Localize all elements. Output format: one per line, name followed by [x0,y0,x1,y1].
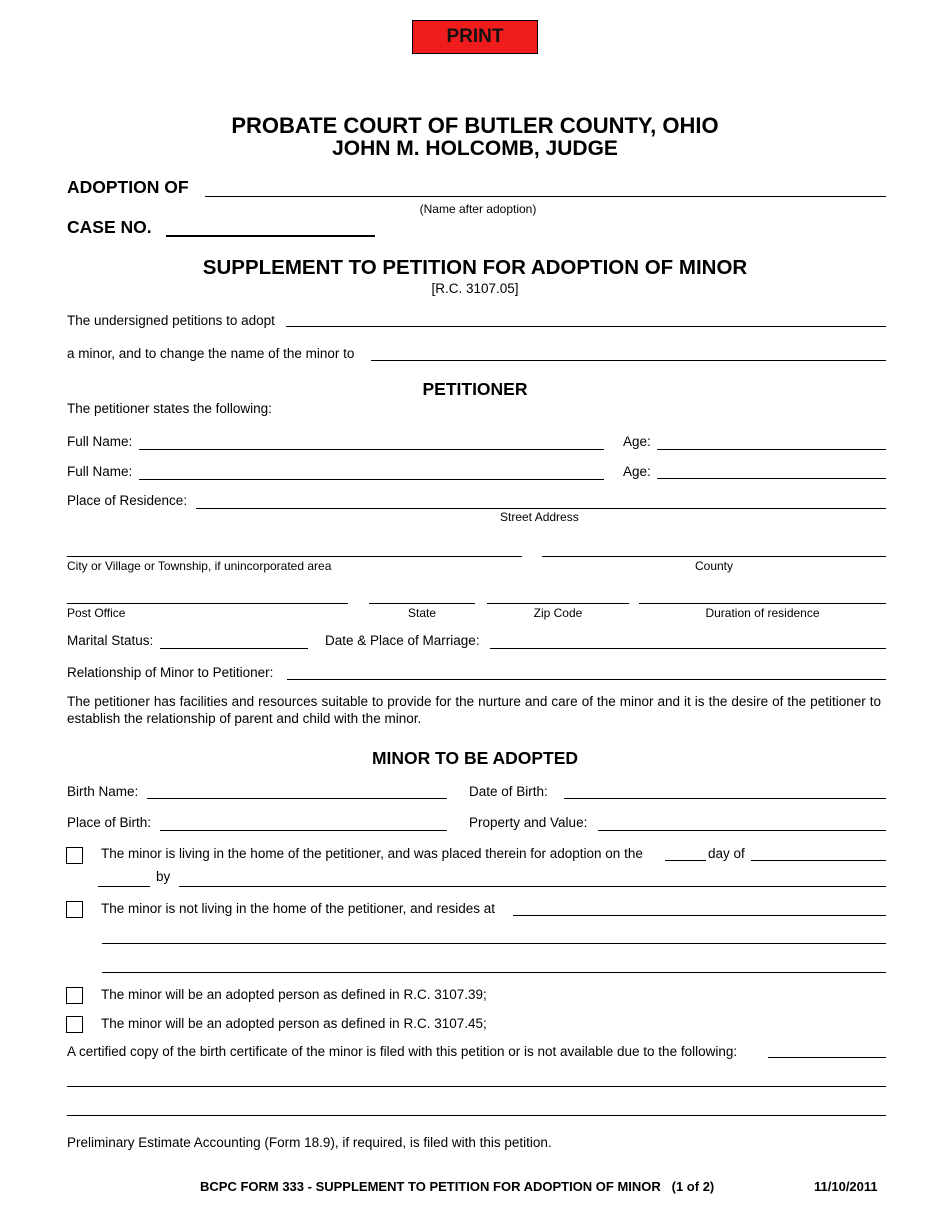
birth-name-field[interactable] [147,798,447,799]
placement-year-field[interactable] [98,886,150,887]
age-field-1[interactable] [657,449,886,450]
place-of-birth-field[interactable] [160,830,447,831]
marital-status-field[interactable] [160,648,308,649]
adopted-3107-39-text: The minor will be an adopted person as defined in R.C. 3107.39; [101,987,487,1002]
placement-month-field[interactable] [751,860,886,861]
footer-form-name: BCPC FORM 333 - SUPPLEMENT TO PETITION FOR ADOPTION OF MINOR (1 of 2) [200,1179,715,1194]
not-living-checkbox[interactable] [66,901,83,918]
change-name-field[interactable] [371,360,886,361]
birth-certificate-field-2[interactable] [67,1086,886,1087]
adopted-3107-39-checkbox[interactable] [66,987,83,1004]
change-name-label: a minor, and to change the name of the minor to [67,346,355,361]
court-name: PROBATE COURT OF BUTLER COUNTY, OHIO [231,113,719,138]
dob-label: Date of Birth: [469,784,548,799]
petitions-to-adopt-label: The undersigned petitions to adopt [67,313,275,328]
birth-name-label: Birth Name: [67,784,139,799]
duration-field[interactable] [639,603,886,604]
post-office-caption: Post Office [67,606,126,620]
petitioner-heading: PETITIONER [422,379,528,399]
preliminary-estimate-text: Preliminary Estimate Accounting (Form 18.9), if required, is filed with this petition. [67,1135,552,1150]
resides-at-field-3[interactable] [102,972,886,973]
property-field[interactable] [598,830,886,831]
full-name-field-2[interactable] [139,479,604,480]
placed-by-field[interactable] [179,886,886,887]
age-field-2[interactable] [657,478,886,479]
street-address-field[interactable] [196,508,886,509]
day-of-text: day of [708,846,745,861]
age-label-1: Age: [623,434,651,449]
marriage-field[interactable] [490,648,886,649]
adopted-3107-45-text: The minor will be an adopted person as defined in R.C. 3107.45; [101,1016,487,1031]
statute-reference: [R.C. 3107.05] [431,281,519,296]
relationship-label: Relationship of Minor to Petitioner: [67,665,274,680]
adopted-3107-45-checkbox[interactable] [66,1016,83,1033]
petitions-to-adopt-field[interactable] [286,326,886,327]
marital-status-label: Marital Status: [67,633,154,648]
form-title: SUPPLEMENT TO PETITION FOR ADOPTION OF MINOR [202,256,748,279]
judge-name: JOHN M. HOLCOMB, JUDGE [332,137,618,160]
relationship-field[interactable] [287,679,886,680]
resides-at-field-1[interactable] [513,915,886,916]
state-caption: State [407,606,437,620]
county-caption: County [694,559,734,573]
post-office-field[interactable] [67,603,348,604]
full-name-field-1[interactable] [139,449,604,450]
place-of-birth-label: Place of Birth: [67,815,152,830]
birth-certificate-field-1[interactable] [768,1057,886,1058]
city-field[interactable] [67,556,522,557]
not-living-text: The minor is not living in the home of the petitioner, and resides at [101,901,495,916]
name-after-adoption-caption: (Name after adoption) [419,202,537,216]
street-address-caption: Street Address [500,510,579,524]
print-button[interactable]: PRINT [412,20,538,54]
facilities-paragraph: The petitioner has facilities and resources suitable to provide for the nurture and care of the minor and it is the desire of the petitioner to establish the relationship of parent and child with the minor. [67,694,881,726]
county-field[interactable] [542,556,886,557]
state-field[interactable] [369,603,475,604]
zip-code-caption: Zip Code [533,606,583,620]
marriage-label: Date & Place of Marriage: [325,633,480,648]
living-in-home-checkbox[interactable] [66,847,83,864]
case-no-field[interactable] [166,235,375,237]
birth-certificate-field-3[interactable] [67,1115,886,1116]
adoption-of-field[interactable] [205,196,886,197]
minor-heading: MINOR TO BE ADOPTED [371,748,579,768]
birth-certificate-text: A certified copy of the birth certificate of the minor is filed with this petition or is not available due to the following: [67,1044,738,1059]
footer-date: 11/10/2011 [814,1179,878,1194]
full-name-label-1: Full Name: [67,434,133,449]
property-label: Property and Value: [469,815,588,830]
dob-field[interactable] [564,798,886,799]
resides-at-field-2[interactable] [102,943,886,944]
by-text: by [156,869,171,884]
adoption-of-label: ADOPTION OF [67,177,189,197]
city-caption: City or Village or Township, if unincorporated area [67,559,332,573]
zip-code-field[interactable] [487,603,629,604]
living-in-home-text: The minor is living in the home of the petitioner, and was placed therein for adoption on the [101,846,643,861]
duration-caption: Duration of residence [705,606,820,620]
place-of-residence-label: Place of Residence: [67,493,188,508]
placement-day-field[interactable] [665,860,706,861]
case-no-label: CASE NO. [67,217,152,237]
full-name-label-2: Full Name: [67,464,133,479]
age-label-2: Age: [623,464,651,479]
petitioner-states-text: The petitioner states the following: [67,401,272,416]
